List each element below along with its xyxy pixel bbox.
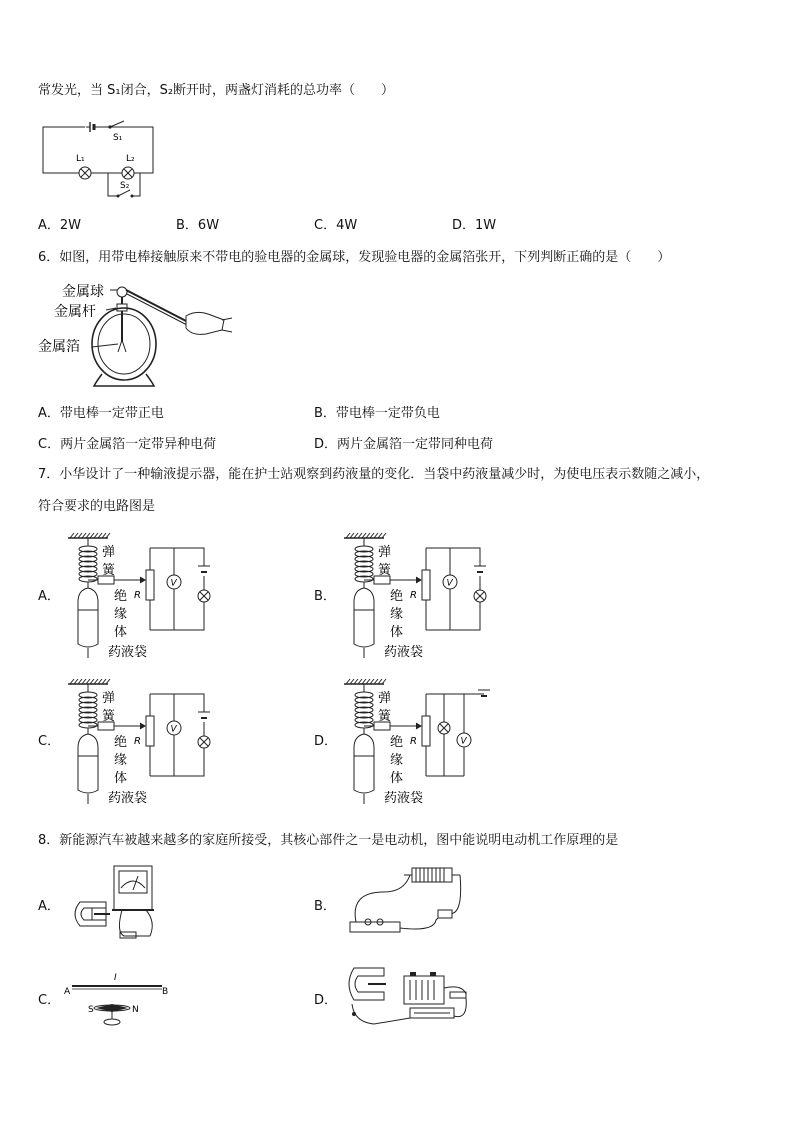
svg-text:金属杆: 金属杆 [54,304,96,320]
voltmeter-label: V [460,736,467,747]
insulator-label-1: 绝 [114,735,128,750]
q8-option-b[interactable]: B． [314,899,336,914]
spring-label-2: 簧 [378,563,392,578]
insulator-label-2: 缘 [114,753,128,768]
resistor-icon [146,716,154,746]
q7-option-d[interactable]: D． [314,734,338,749]
insulator-label-2: 缘 [390,753,404,768]
q8-option-c[interactable]: C． [38,993,61,1008]
q7-figure-a [64,532,224,664]
q7-figure-d [340,678,500,810]
hand-icon [186,312,224,334]
insulator-label-1: 绝 [390,735,404,750]
svg-text:S₁: S₁ [113,133,123,143]
spring-label-1: 弹 [378,545,392,560]
spring-label-2: 簧 [102,563,116,578]
spring-label-1: 弹 [102,691,116,706]
insulator-label-3: 体 [114,771,128,786]
q5-option-d[interactable]: D．1W [452,218,497,233]
svg-text:S₂: S₂ [120,181,130,191]
q7-option-a[interactable]: A． [38,589,60,604]
spring-label-1: 弹 [378,691,392,706]
bag-icon [78,588,98,647]
svg-text:金属箔: 金属箔 [38,339,80,355]
switch-s1-icon [110,121,124,127]
svg-text:L₂: L₂ [126,154,135,164]
q6-electroscope-diagram [36,278,236,390]
q8-figure-b [344,862,474,944]
q7-stem-line1: 7．小华设计了一种输液提示器，能在护士站观察到药液量的变化．当袋中药液量减少时，为使电压表示数随之减小， [38,467,710,482]
resistor-icon [422,716,430,746]
spring-label-1: 弹 [102,545,116,560]
switch-icon [438,910,452,918]
resistor-label: R [134,590,141,601]
metal-ball-icon [117,287,127,297]
voltmeter-label: V [170,724,177,735]
q7-option-b[interactable]: B． [314,589,336,604]
svg-text:L₁: L₁ [76,154,85,164]
q8-option-d[interactable]: D． [314,993,338,1008]
insulator-label-1: 绝 [390,589,404,604]
q7-option-c[interactable]: C． [38,734,61,749]
q8-option-a[interactable]: A． [38,899,60,914]
q5-circuit-diagram [40,118,160,200]
resistor-label: R [410,736,417,747]
galvanometer-icon [114,866,152,910]
q8-figure-d [344,964,478,1036]
svg-text:N: N [132,1005,139,1015]
q6-option-b[interactable]: B．带电棒一定带负电 [314,406,440,421]
insulator-label-1: 绝 [114,589,128,604]
q5-option-b[interactable]: B．6W [176,218,220,233]
q6-option-d[interactable]: D．两片金属箔一定带同种电荷 [314,437,494,452]
bag-icon [354,734,374,793]
insulator-label-3: 体 [114,625,128,640]
q5-option-a[interactable]: A．2W [38,218,82,233]
switch-icon [450,992,466,998]
svg-text:A: A [64,987,71,997]
insulator-label-3: 体 [390,625,404,640]
resistor-label: R [134,736,141,747]
insulator-label-2: 缘 [114,607,128,622]
bag-label: 药液袋 [108,791,148,806]
voltmeter-label: V [170,578,177,589]
q5-option-c[interactable]: C．4W [314,218,358,233]
resistor-label: R [410,590,417,601]
q8-figure-c [62,968,182,1030]
bag-label: 药液袋 [108,645,148,660]
insulator-label-2: 缘 [390,607,404,622]
svg-text:B: B [162,987,169,997]
q6-option-a[interactable]: A．带电棒一定带正电 [38,406,164,421]
q8-figure-a [66,862,176,944]
bag-icon [354,588,374,647]
voltmeter-label: V [446,578,453,589]
resistor-icon [146,570,154,600]
svg-text:金属球: 金属球 [62,284,104,300]
q5-stem: 常发光，当 S₁闭合，S₂断开时，两盏灯消耗的总功率（ ） [38,83,395,98]
q8-stem: 8．新能源汽车被越来越多的家庭所接受，其核心部件之一是电动机，图中能说明电动机工作原理的是 [38,833,619,848]
svg-text:I: I [114,973,117,983]
bag-label: 药液袋 [384,645,424,660]
insulator-label-3: 体 [390,771,404,786]
spring-label-2: 簧 [102,709,116,724]
q7-stem-line2: 符合要求的电路图是 [38,499,156,514]
resistor-icon [422,570,430,600]
bag-label: 药液袋 [384,791,424,806]
q7-figure-c [64,678,224,810]
svg-text:S: S [88,1005,94,1015]
q7-figure-b [340,532,500,664]
q6-stem: 6．如图，用带电棒接触原来不带电的验电器的金属球，发现验电器的金属箔张开，下列判断正确的是（ ） [38,250,671,265]
q6-option-c[interactable]: C．两片金属箔一定带异种电荷 [38,437,217,452]
spring-label-2: 簧 [378,709,392,724]
electroscope-jar-icon [92,308,156,380]
bag-icon [78,734,98,793]
